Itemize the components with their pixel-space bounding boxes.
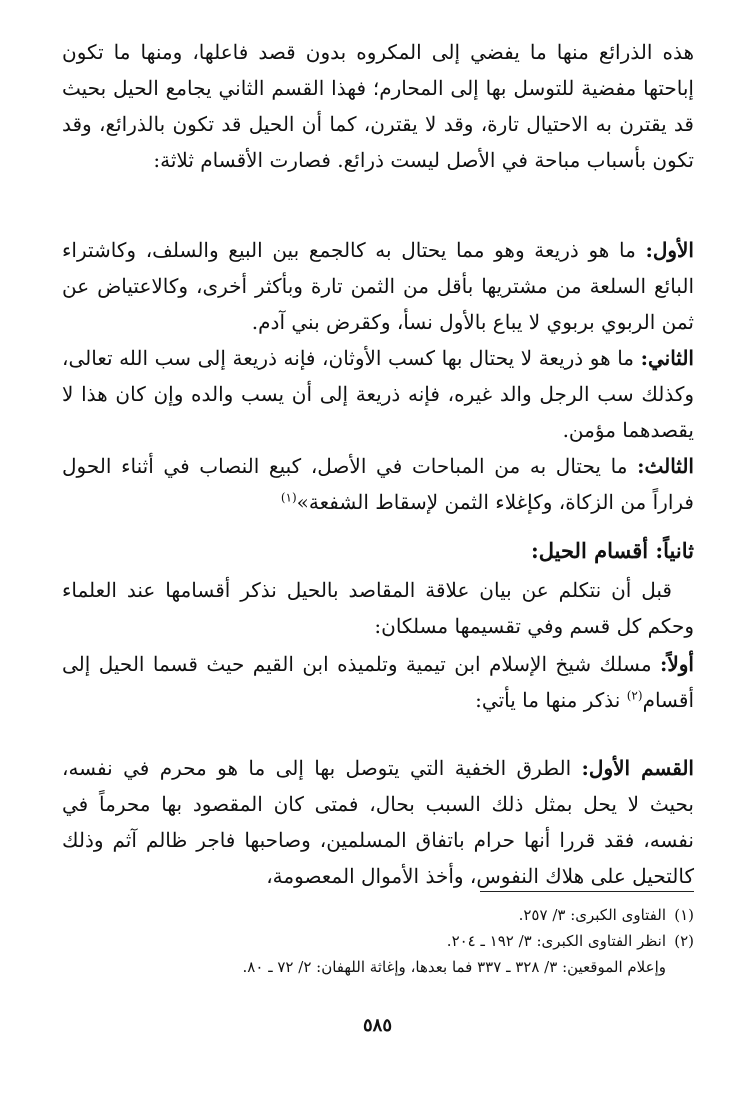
lead-second: الثاني: [640,346,694,370]
first-category-text: ما هو ذريعة وهو مما يحتال به كالجمع بين البيع والسلف، وكاشتراء البائع السلعة من مشتريها بأقل من الثمن تارة وبأكثر أخرى، وكالاعتياض عن ثمن الربوي بربوي لا يباع بالأول نسأ، وكقرض بني آدم. [62,238,694,334]
footnote-2-text: انظر الفتاوى الكبرى: ٣/ ١٩٢ ـ ٢٠٤. [446,932,666,950]
third-category-text: ما يحتال به من المباحات في الأصل، كبيع النصاب في أثناء الحول فراراً من الزكاة، وكإغلاء الثمن لإسقاط الشفعة» [62,454,694,514]
footnote-ref-2: (٢) [626,688,643,703]
paragraph-second-category [62,340,694,448]
footnote-2 [62,928,694,954]
footnote-ref-1: (١) [280,490,297,505]
lead-first-approach: أولاً: [659,652,694,676]
footnote-divider [480,891,694,892]
paragraph-continued: هذه الذرائع منها ما يفضي إلى المكروه بدون قصد فاعلها، ومنها ما تكون إباحتها مفضية للتوسل بها إلى المحارم؛ فهذا القسم الثاني يجامع الحيل بحيث قد يقترن به الاحتيال تارة، وقد لا يقترن، كما أن الحيل قد تكون بالذرائع، وقد تكون بأسباب مباحة في الأصل ليست ذرائع. فصارت الأقسام ثلاثة: [62,40,694,172]
paragraph-third-category [62,448,694,520]
lead-first: الأول: [645,238,694,262]
paragraph-intro: قبل أن نتكلم عن بيان علاقة المقاصد بالحيل نذكر أقسامها عند العلماء وحكم كل قسم وفي تقسيمها مسلكان: [62,578,694,638]
paragraph-first-approach [62,646,694,718]
footnote-2-number: (٢) [674,932,694,950]
footnote-1 [62,902,694,928]
second-category-text: ما هو ذريعة لا يحتال بها كسب الأوثان، فإنه ذريعة إلى سب الله تعالى، وكذلك سب الرجل والد غيره، فإنه ذريعة إلى أن يسب والده وإن كان هذا لا يقصدهما مؤمن. [62,346,694,442]
footnote-2-continuation: وإعلام الموقعين: ٣/ ٣٢٨ ـ ٣٣٧ فما بعدها، وإغاثة اللهفان: ٢/ ٧٢ ـ ٨٠. [242,958,666,976]
lead-first-section: القسم الأول: [581,756,694,780]
footnote-1-text: الفتاوى الكبرى: ٣/ ٢٥٧. [518,906,666,924]
page-number: ٥٨٥ [362,1015,392,1036]
section-heading: ثانياً: أقسام الحيل: [531,538,694,563]
first-section-text: الطرق الخفية التي يتوصل بها إلى ما هو محرم في نفسه، بحيث لا يحل بمثل ذلك السبب بحال، فمتى كان المقصود بها محرماً في نفسه، فقد قررا أنها حرام باتفاق المسلمين، وصاحبها فاجر ظالم آثم وذلك كالتحيل على هلاك النفوس، وأخذ الأموال المعصومة، [62,756,694,888]
first-approach-text: مسلك شيخ الإسلام ابن تيمية وتلميذه ابن القيم حيث قسما الحيل إلى أقسام [62,652,694,712]
paragraph-first-category [62,232,694,340]
paragraph-first-section [62,750,694,894]
lead-third: الثالث: [637,454,694,478]
footnote-1-number: (١) [674,906,694,924]
first-approach-tail: نذكر منها ما يأتي: [475,688,627,712]
footnotes [62,902,694,980]
